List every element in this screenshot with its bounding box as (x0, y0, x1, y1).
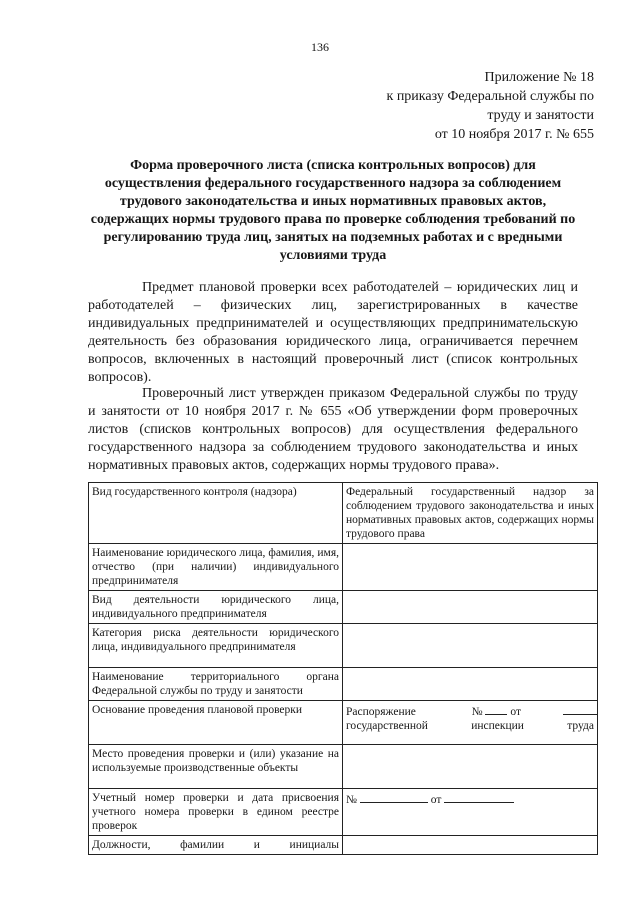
inspection-basis-value[interactable] (343, 701, 598, 745)
appendix-line: к приказу Федеральной службы по (386, 89, 594, 104)
table-row (89, 836, 598, 855)
from-label: от (510, 706, 521, 718)
appendix-line: от 10 ноября 2017 г. № 655 (434, 127, 594, 142)
row-label: Место проведения проверки и (или) указание на используемые производственные объекты (89, 745, 343, 789)
table-row (89, 544, 598, 591)
number-sign: № (471, 706, 483, 718)
table-row (89, 591, 598, 624)
table-row (89, 483, 598, 544)
row-value[interactable] (343, 745, 598, 789)
number-sign: № (346, 794, 357, 806)
registration-line (346, 791, 594, 807)
appendix-line: Приложение № 18 (484, 70, 594, 85)
document-title: Форма проверочного листа (списка контрольных вопросов) для осуществления федерального государственного надзора за соблюдением трудового законодательства и иных нормативных правовых актов, содержащих нормы трудового права по проверке соблюдения требований по регулированию труда лиц, занятых на подземных работах и с вредными условиями труда (90, 158, 576, 263)
row-label: Наименование территориального органа Федеральной службы по труду и занятости (89, 668, 343, 701)
date-blank[interactable] (444, 791, 514, 803)
paragraph: Проверочный лист утвержден приказом Федеральной службы по труду и занятости от 10 ноября 2017 г. № 655 «Об утверждении форм проверочных листов (списков контрольных вопросов) для осуществления федерального государственного надзора за соблюдением трудового законодательства и иных нормативных правовых актов, содержащих нормы трудового права». (88, 386, 578, 473)
table-row (89, 745, 598, 789)
from-label: от (430, 794, 442, 806)
row-value[interactable] (343, 836, 598, 855)
order-label: Распоряжение (346, 706, 416, 718)
appendix-header (387, 68, 594, 144)
order-line (346, 703, 594, 719)
row-label: Категория риска деятельности юридического лица, индивидуального предпринимателя (89, 624, 343, 668)
number-blank[interactable] (360, 791, 428, 803)
row-value[interactable] (343, 591, 598, 624)
table-row (89, 668, 598, 701)
table-row (89, 624, 598, 668)
inspection-name: государственной инспекции труда (346, 720, 594, 732)
row-value[interactable] (343, 624, 598, 668)
appendix-line: труду и занятости (487, 108, 594, 123)
row-label: Должности, фамилии и инициалы (89, 836, 343, 855)
row-value[interactable] (343, 668, 598, 701)
page-number: 136 (311, 40, 329, 54)
paragraph: Предмет плановой проверки всех работодателей – юридических лиц и работодателей – физических лиц, зарегистрированных в качестве индивидуальных предпринимателей и осуществляющих предпринимательскую деятельность без образования юридического лица, ограничивается перечнем вопросов, включенных в настоящий проверочный лист (список контрольных вопросов). (88, 280, 578, 385)
date-blank[interactable] (563, 703, 597, 715)
row-label: Основание проведения плановой проверки (89, 701, 343, 745)
row-value: Федеральный государственный надзор за соблюдением трудового законодательства и иных нормативных правовых актов, содержащих нормы трудового права (343, 483, 598, 544)
table-row (89, 789, 598, 836)
row-label: Наименование юридического лица, фамилия, имя, отчество (при наличии) индивидуального предпринимателя (89, 544, 343, 591)
registration-number-value[interactable] (343, 789, 598, 836)
table-row (89, 701, 598, 745)
number-blank[interactable] (485, 703, 507, 715)
checklist-form-table (88, 482, 598, 855)
row-label: Вид деятельности юридического лица, индивидуального предпринимателя (89, 591, 343, 624)
row-label: Вид государственного контроля (надзора) (89, 483, 343, 544)
row-value[interactable] (343, 544, 598, 591)
row-label: Учетный номер проверки и дата присвоения учетного номера проверки в едином реестре проверок (89, 789, 343, 836)
